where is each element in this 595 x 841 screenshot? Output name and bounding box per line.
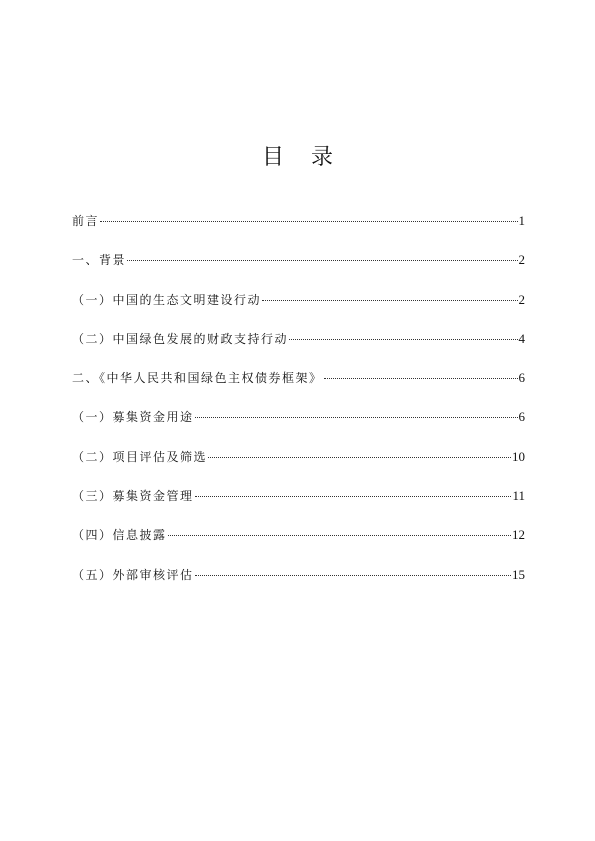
toc-entry-project-evaluation[interactable] — [72, 448, 525, 487]
dot-leader — [289, 339, 517, 340]
toc-entry-page-number: 2 — [518, 291, 525, 307]
dot-leader — [168, 535, 511, 536]
toc-entry-label: （五）外部审核评估 — [72, 567, 194, 582]
toc-entry-label: （四）信息披露 — [72, 528, 167, 543]
toc-entry-label: （一）中国的生态文明建设行动 — [72, 292, 262, 307]
toc-entry-use-of-proceeds[interactable] — [72, 408, 525, 447]
dot-leader — [127, 260, 517, 261]
toc-entry-label: （三）募集资金管理 — [72, 489, 194, 504]
toc-entry-label: （二）项目评估及筛选 — [72, 449, 208, 464]
toc-entry-ecological-civilization[interactable] — [72, 291, 525, 330]
dot-leader — [324, 378, 518, 379]
toc-entry-fiscal-support[interactable] — [72, 330, 525, 369]
toc-entry-label: 二、《中华人民共和国绿色主权债券框架》 — [72, 371, 323, 386]
toc-entry-page-number: 10 — [512, 448, 525, 464]
dot-leader — [195, 417, 518, 418]
toc-entry-page-number: 6 — [518, 370, 525, 386]
toc-entry-label: （二）中国绿色发展的财政支持行动 — [72, 331, 289, 346]
toc-entry-label: （一）募集资金用途 — [72, 410, 194, 425]
toc-entry-page-number: 15 — [512, 566, 525, 582]
toc-entry-green-bond-framework[interactable] — [72, 369, 525, 408]
toc-entry-background[interactable] — [72, 251, 525, 290]
toc-entry-label: 一、背景 — [72, 253, 127, 268]
toc-title: 目 录 — [262, 145, 343, 170]
toc-entry-proceeds-management[interactable] — [72, 487, 525, 526]
dot-leader — [195, 496, 512, 497]
toc-entry-external-review[interactable] — [72, 566, 525, 605]
toc-entry-page-number: 6 — [518, 409, 525, 425]
dot-leader — [100, 221, 517, 222]
dot-leader — [208, 457, 511, 458]
toc-entry-preface[interactable] — [72, 212, 525, 251]
toc-entry-page-number: 11 — [512, 488, 525, 504]
toc-entry-disclosure[interactable] — [72, 526, 525, 565]
toc-entry-label: 前言 — [72, 214, 100, 228]
toc-entry-page-number: 2 — [518, 252, 525, 268]
toc-entry-page-number: 1 — [518, 213, 525, 228]
toc-entry-page-number: 4 — [518, 330, 525, 346]
dot-leader — [195, 575, 511, 576]
dot-leader — [262, 300, 517, 301]
table-of-contents — [72, 212, 525, 605]
toc-entry-page-number: 12 — [512, 527, 525, 543]
